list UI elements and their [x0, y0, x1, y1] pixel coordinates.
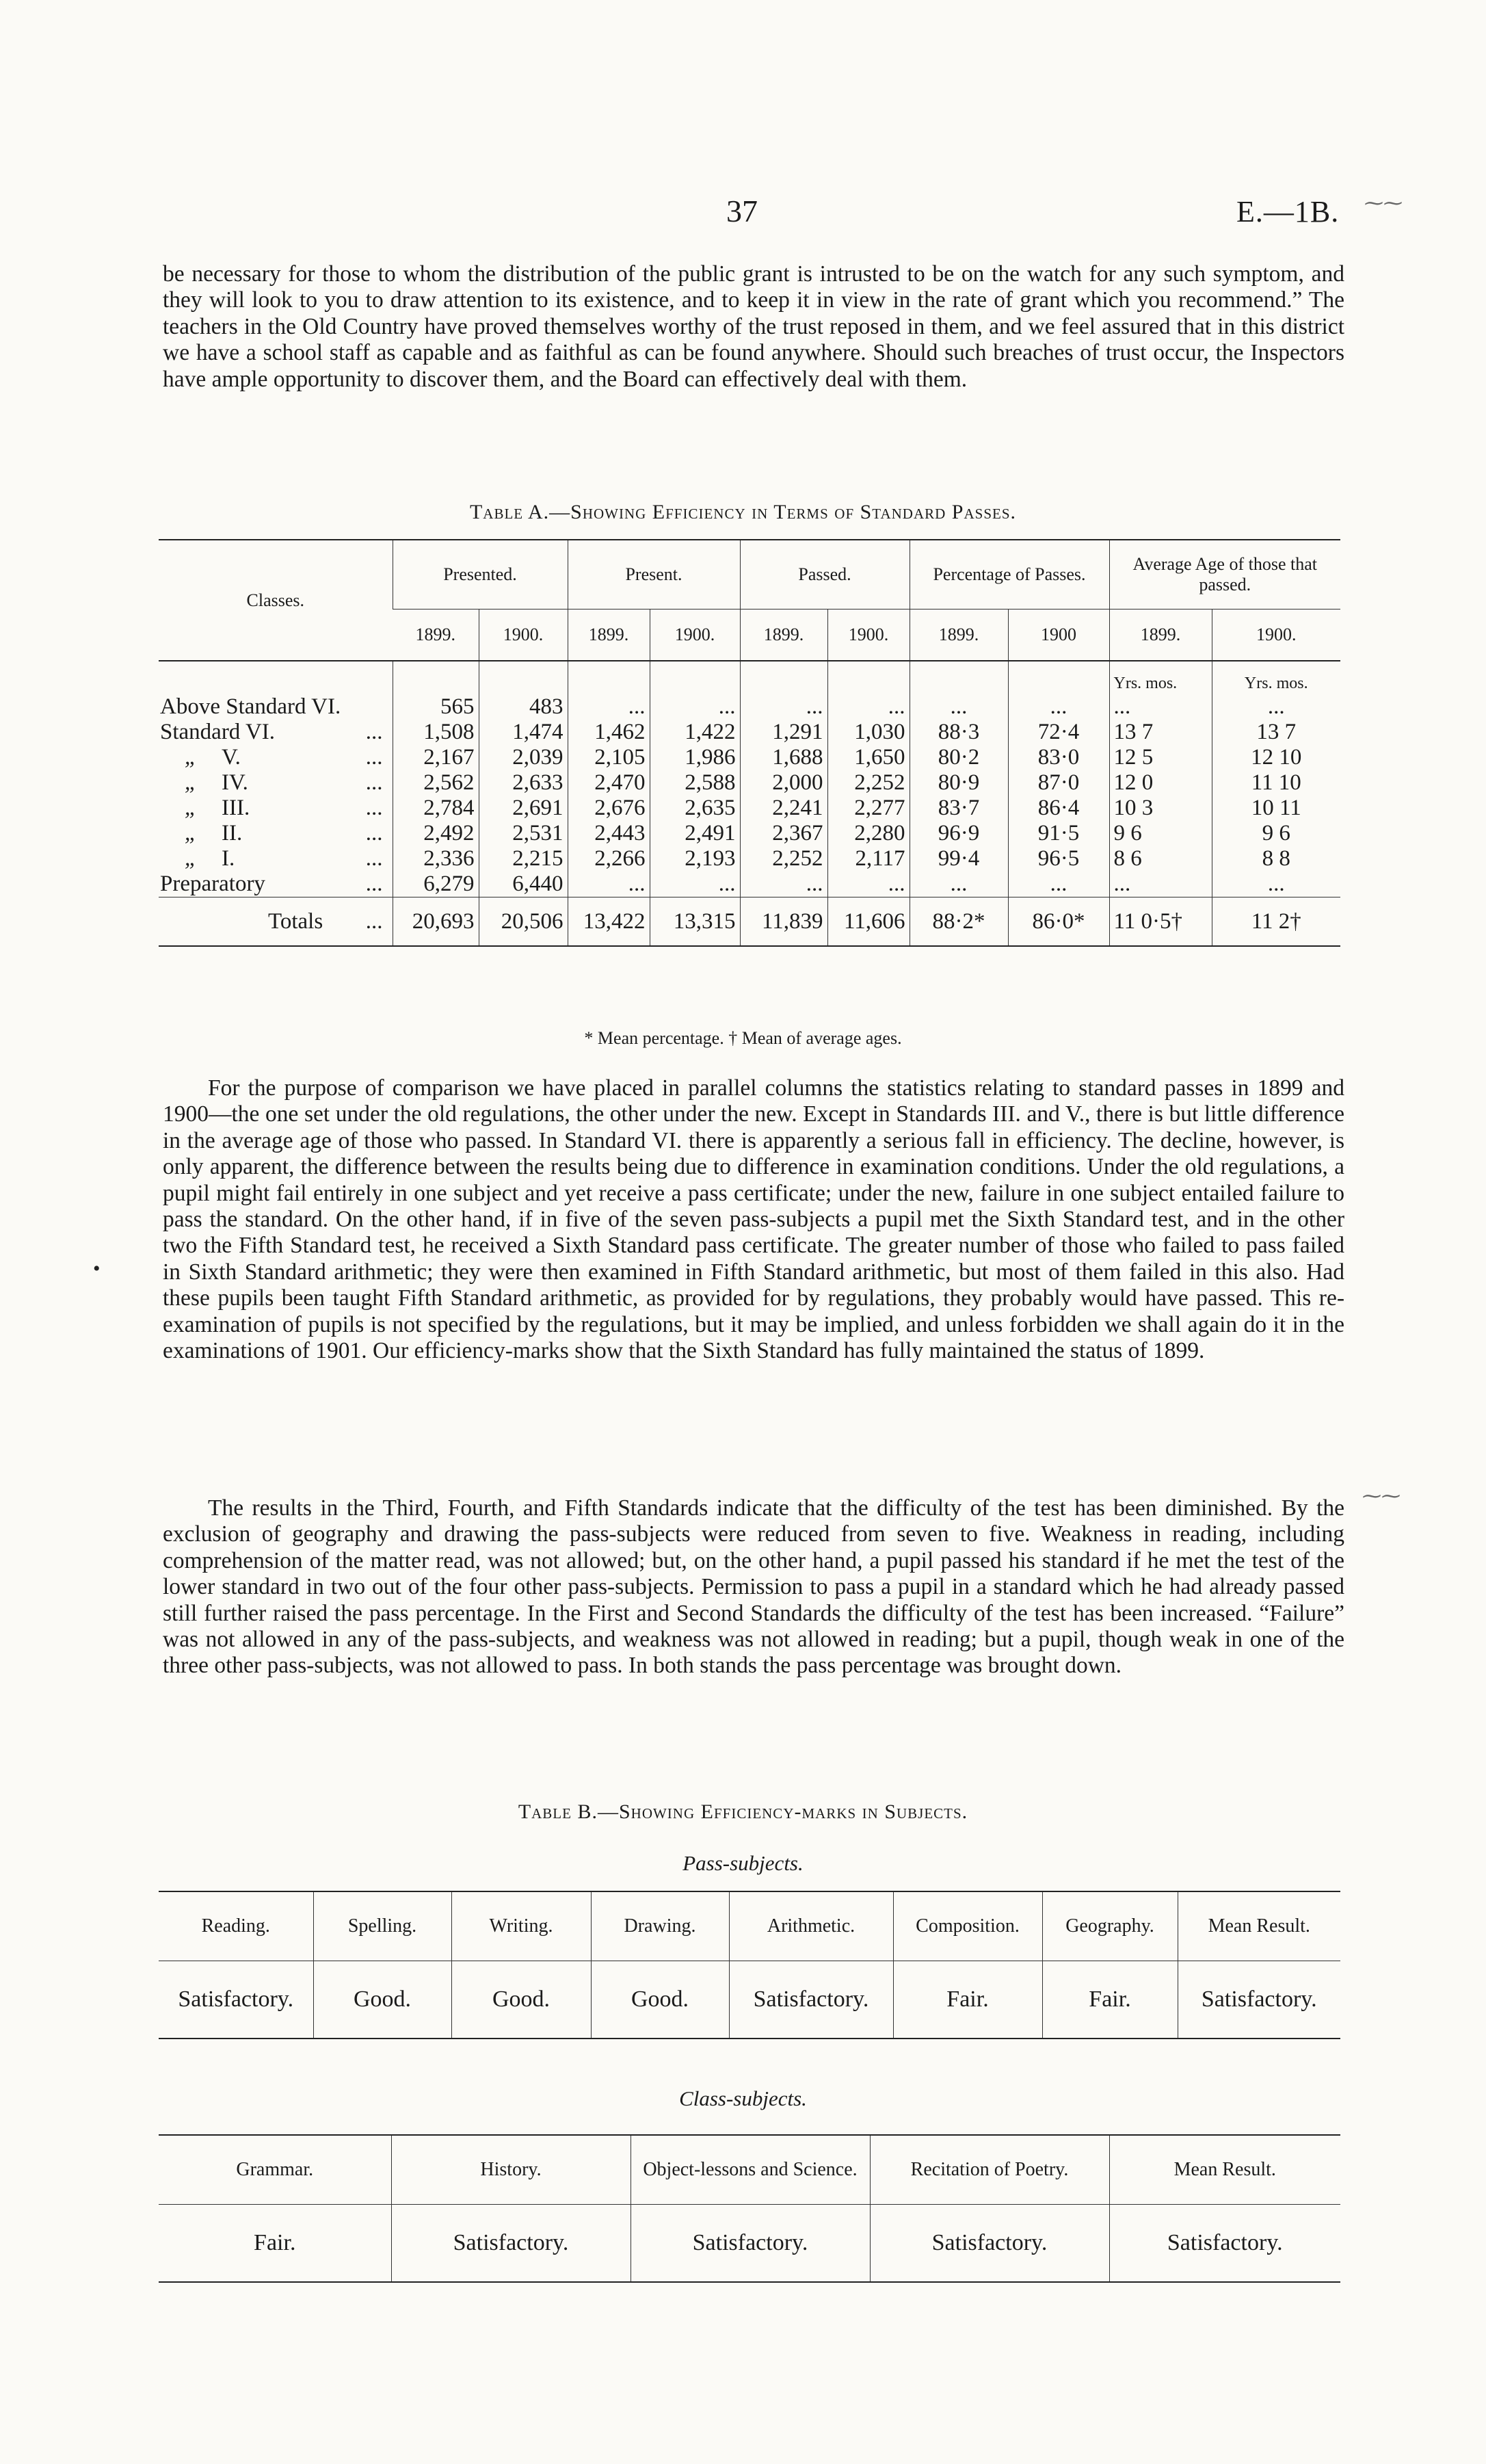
- cell-pct-1899: 88·3: [910, 720, 1008, 745]
- cell-pct-1899: ...: [910, 871, 1008, 897]
- pass-subjects-title: Pass-subjects.: [682, 1851, 804, 1875]
- cell-present-1899: 2,266: [568, 846, 650, 871]
- header-presented: Presented.: [393, 540, 568, 610]
- subject-mark: Satisfactory.: [391, 2205, 631, 2283]
- cell-passed-1899: 2,252: [740, 846, 827, 871]
- cell-presented-1900: 483: [479, 694, 568, 720]
- total-passed-1900: 11,606: [827, 897, 910, 947]
- subject-mark: Fair.: [159, 2205, 391, 2283]
- header-year: 1900.: [827, 610, 910, 661]
- cell-present-1900: ...: [650, 871, 740, 897]
- leader-dots: ...: [365, 770, 383, 795]
- subject-mark: Good.: [591, 1961, 729, 2039]
- subject-header: Arithmetic.: [729, 1891, 893, 1961]
- margin-bullet: •: [93, 1257, 101, 1280]
- cell-passed-1899: 2,241: [740, 796, 827, 821]
- header-year: 1900.: [650, 610, 740, 661]
- cell-age-1899: 10 3: [1109, 796, 1212, 821]
- subject-header: History.: [391, 2135, 631, 2205]
- leader-dots: ...: [365, 908, 383, 934]
- leader-dots: ...: [365, 846, 383, 871]
- cell-presented-1900: 2,039: [479, 745, 568, 770]
- cell-present-1900: 2,588: [650, 770, 740, 796]
- cell-present-1900: 1,986: [650, 745, 740, 770]
- subject-header: Writing.: [451, 1891, 591, 1961]
- subject-mark: Satisfactory.: [870, 2205, 1109, 2283]
- cell-age-1900: 13 7: [1212, 720, 1340, 745]
- cell-presented-1899: 6,279: [393, 871, 479, 897]
- header-year: 1900.: [479, 610, 568, 661]
- cell-presented-1900: 2,691: [479, 796, 568, 821]
- subject-header: Geography.: [1042, 1891, 1178, 1961]
- cell-age-1900: ...: [1212, 871, 1340, 897]
- cell-age-1900: 12 10: [1212, 745, 1340, 770]
- leader-dots: ...: [365, 796, 383, 820]
- class-label-cell: [159, 871, 393, 897]
- cell-present-1900: 2,491: [650, 821, 740, 846]
- table-row: [159, 720, 1340, 745]
- cell-present-1899: ...: [568, 871, 650, 897]
- subject-header: Object-lessons and Science.: [631, 2135, 870, 2205]
- cell-age-1900: 8 8: [1212, 846, 1340, 871]
- class-subjects-title: Class-subjects.: [679, 2086, 807, 2110]
- table-row: [159, 694, 1340, 720]
- cell-passed-1899: 2,000: [740, 770, 827, 796]
- paragraph-comparison: For the purpose of comparison we have placed in parallel columns the statistics relating to standard passes in 1899 and 1900—the one set under the old regulations, the other under the new. Except in Standards III. and V., there is but little difference in the average age of those who passed. In Standard VI. there is apparently a serious fall in efficiency. The decline, however, is only apparent, the difference between the results being due to difference in examination conditions. Under the old regulations, a pupil might fail entirely in one subject and yet receive a pass certificate; under the new, failure in one subject entailed failure to pass the standard. On the other hand, if in five of the seven pass-subjects a pupil met the Sixth Standard test, and in the other two the Fifth Standard test, he received a Sixth Standard pass certificate. The greater number of those who failed to pass failed in Sixth Standard arithmetic; they were then examined in Fifth Standard arithmetic, but most of them failed in this also. Had these pupils been taught Fifth Standard arithmetic, as provided for by regulations, they probably would have passed. This re-examination of pupils is not specified by the regulations, but it may be implied, and unless forbidden we shall again do it in the examinations of 1901. Our efficiency-marks show that the Sixth Standard has fully maintained the status of 1899.: [163, 1075, 1344, 1364]
- total-pct-1900: 86·0*: [1008, 897, 1109, 947]
- paragraph-intro: be necessary for those to whom the distribution of the public grant is intrusted to be on the watch for any such symptom, and they will look to you to draw attention to its existence, and to keep it in view in the rate of grant which you recommend.” The teachers in the Old Country have proved themselves worthy of the trust reposed in them, and we feel assured that in this district we have a school staff as capable and as faithful as can be found anywhere. Should such breaches of trust occur, the Inspectors have ample opportunity to discover them, and the Board can effectively deal with them.: [163, 261, 1344, 392]
- cell-present-1899: 2,443: [568, 821, 650, 846]
- total-pct-1899: 88·2*: [910, 897, 1008, 947]
- class-label: V.: [222, 745, 241, 770]
- class-label: III.: [222, 796, 250, 820]
- cell-present-1899: 2,470: [568, 770, 650, 796]
- header-present: Present.: [568, 540, 740, 610]
- header-average-age: Average Age of those that passed.: [1109, 540, 1340, 610]
- cell-presented-1900: 1,474: [479, 720, 568, 745]
- cell-age-1899: 12 0: [1109, 770, 1212, 796]
- table-a: [159, 539, 1340, 947]
- pass-subjects-table: [159, 1891, 1340, 2039]
- table-row: [159, 796, 1340, 821]
- ditto-mark: „: [184, 821, 198, 846]
- cell-pct-1899: 80·9: [910, 770, 1008, 796]
- ditto-mark: „: [184, 796, 198, 820]
- cell-pct-1899: ...: [910, 694, 1008, 720]
- leader-dots: ...: [365, 720, 383, 744]
- cell-pct-1900: 72·4: [1008, 720, 1109, 745]
- cell-presented-1900: 2,215: [479, 846, 568, 871]
- cell-pct-1900: 91·5: [1008, 821, 1109, 846]
- subject-mark: Good.: [451, 1961, 591, 2039]
- table-row: [159, 821, 1340, 846]
- leader-dots: ...: [365, 821, 383, 846]
- cell-presented-1899: 565: [393, 694, 479, 720]
- cell-passed-1899: 1,291: [740, 720, 827, 745]
- cell-passed-1900: 2,117: [827, 846, 910, 871]
- ditto-mark: „: [184, 745, 198, 770]
- margin-scribble: ⁓⁓: [1362, 1486, 1401, 1507]
- cell-passed-1900: 1,030: [827, 720, 910, 745]
- totals-label-cell: [159, 897, 393, 947]
- cell-present-1900: ...: [650, 694, 740, 720]
- class-label: I.: [222, 846, 235, 871]
- class-label: IV.: [222, 770, 248, 795]
- cell-age-1899: 12 5: [1109, 745, 1212, 770]
- subject-mark: Fair.: [1042, 1961, 1178, 2039]
- class-label-cell: [159, 694, 393, 720]
- table-a-footnote: * Mean percentage. † Mean of average ages.: [584, 1028, 902, 1048]
- cell-presented-1899: 2,167: [393, 745, 479, 770]
- cell-passed-1899: ...: [740, 694, 827, 720]
- page-header: [0, 193, 1486, 234]
- cell-pct-1900: 83·0: [1008, 745, 1109, 770]
- subject-header: Spelling.: [313, 1891, 451, 1961]
- table-row: [159, 846, 1340, 871]
- cell-age-1899: 8 6: [1109, 846, 1212, 871]
- cell-passed-1900: ...: [827, 694, 910, 720]
- header-percentage: Percentage of Passes.: [910, 540, 1109, 610]
- page-number: 37: [726, 194, 758, 228]
- class-label-cell: [159, 846, 393, 871]
- header-passed: Passed.: [740, 540, 910, 610]
- subject-header: Reading.: [159, 1891, 313, 1961]
- totals-label: Totals: [268, 908, 323, 934]
- cell-presented-1900: 2,633: [479, 770, 568, 796]
- table-row: [159, 871, 1340, 897]
- class-label: Above Standard VI.: [160, 694, 341, 719]
- units-label: Yrs. mos.: [1109, 661, 1212, 694]
- table-row: [159, 745, 1340, 770]
- ditto-mark: „: [184, 846, 198, 871]
- totals-row: [159, 897, 1340, 947]
- cell-present-1900: 2,193: [650, 846, 740, 871]
- margin-scribble: ⁓⁓: [1364, 193, 1403, 214]
- subject-mark: Satisfactory.: [729, 1961, 893, 2039]
- total-present-1900: 13,315: [650, 897, 740, 947]
- header-year: 1900: [1008, 610, 1109, 661]
- total-passed-1899: 11,839: [740, 897, 827, 947]
- cell-presented-1899: 1,508: [393, 720, 479, 745]
- header-year: 1900.: [1212, 610, 1340, 661]
- leader-dots: ...: [365, 871, 383, 896]
- cell-presented-1900: 2,531: [479, 821, 568, 846]
- total-age-1900: 11 2†: [1212, 897, 1340, 947]
- total-presented-1900: 20,506: [479, 897, 568, 947]
- cell-presented-1899: 2,562: [393, 770, 479, 796]
- cell-presented-1899: 2,784: [393, 796, 479, 821]
- header-year: 1899.: [910, 610, 1008, 661]
- table-b-caption: Table B.—Showing Efficiency-marks in Subjects.: [518, 1800, 968, 1823]
- cell-passed-1899: 1,688: [740, 745, 827, 770]
- cell-passed-1900: 2,252: [827, 770, 910, 796]
- class-subjects-table: [159, 2134, 1340, 2283]
- class-label-cell: [159, 796, 393, 821]
- cell-passed-1900: ...: [827, 871, 910, 897]
- cell-pct-1900: ...: [1008, 871, 1109, 897]
- total-presented-1899: 20,693: [393, 897, 479, 947]
- class-label-cell: [159, 770, 393, 796]
- cell-presented-1899: 2,336: [393, 846, 479, 871]
- class-label-cell: [159, 745, 393, 770]
- subject-header: Mean Result.: [1178, 1891, 1340, 1961]
- subject-header: Grammar.: [159, 2135, 391, 2205]
- cell-presented-1900: 6,440: [479, 871, 568, 897]
- cell-present-1899: 2,105: [568, 745, 650, 770]
- cell-age-1900: 11 10: [1212, 770, 1340, 796]
- header-year: 1899.: [568, 610, 650, 661]
- total-age-1899: 11 0·5†: [1109, 897, 1212, 947]
- cell-age-1900: 9 6: [1212, 821, 1340, 846]
- paragraph-results: The results in the Third, Fourth, and Fifth Standards indicate that the difficulty of the test has been diminished. By the exclusion of geography and drawing the pass-subjects were reduced from seven to five. Weakness in reading, including comprehension of the matter read, was not allowed; but, on the other hand, a pupil passed his standard if he met the test of the lower standard in two out of the four other pass-subjects. Permission to pass a pupil in a standard which he had already passed still further raised the pass percentage. In the First and Second Standards the difficulty of the test has been increased. “Failure” was not allowed in any of the pass-subjects, and weakness was not allowed in reading; but a pupil, though weak in one of the three other pass-subjects, was not allowed to pass. In both stands the pass percentage was brought down.: [163, 1495, 1344, 1679]
- cell-pct-1900: 96·5: [1008, 846, 1109, 871]
- cell-age-1900: ...: [1212, 694, 1340, 720]
- cell-pct-1900: 87·0: [1008, 770, 1109, 796]
- leader-dots: ...: [365, 745, 383, 770]
- cell-age-1900: 10 11: [1212, 796, 1340, 821]
- subject-header: Recitation of Poetry.: [870, 2135, 1109, 2205]
- cell-passed-1899: 2,367: [740, 821, 827, 846]
- cell-passed-1900: 1,650: [827, 745, 910, 770]
- cell-present-1900: 1,422: [650, 720, 740, 745]
- cell-present-1899: ...: [568, 694, 650, 720]
- subject-mark: Satisfactory.: [1178, 1961, 1340, 2039]
- header-year: 1899.: [415, 625, 455, 644]
- header-year: 1899.: [1109, 610, 1212, 661]
- subject-mark: Fair.: [893, 1961, 1042, 2039]
- cell-pct-1900: ...: [1008, 694, 1109, 720]
- ditto-mark: „: [184, 770, 198, 795]
- cell-pct-1900: 86·4: [1008, 796, 1109, 821]
- class-label: Standard VI.: [160, 720, 276, 744]
- units-label: Yrs. mos.: [1212, 661, 1340, 694]
- cell-age-1899: ...: [1109, 871, 1212, 897]
- header-classes: Classes.: [159, 540, 393, 661]
- header-year: 1899.: [740, 610, 827, 661]
- page-reference: E.—1B.: [1236, 195, 1340, 228]
- subject-header: Drawing.: [591, 1891, 729, 1961]
- class-label: II.: [222, 821, 243, 846]
- subject-mark: Satisfactory.: [1109, 2205, 1340, 2283]
- cell-passed-1899: ...: [740, 871, 827, 897]
- class-label-cell: [159, 720, 393, 745]
- cell-age-1899: 13 7: [1109, 720, 1212, 745]
- total-present-1899: 13,422: [568, 897, 650, 947]
- table-row: [159, 770, 1340, 796]
- cell-present-1900: 2,635: [650, 796, 740, 821]
- cell-present-1899: 2,676: [568, 796, 650, 821]
- subject-header: Composition.: [893, 1891, 1042, 1961]
- class-label: Preparatory: [160, 871, 265, 896]
- subject-mark: Satisfactory.: [159, 1961, 313, 2039]
- subject-header: Mean Result.: [1109, 2135, 1340, 2205]
- subject-mark: Good.: [313, 1961, 451, 2039]
- cell-presented-1899: 2,492: [393, 821, 479, 846]
- cell-pct-1899: 80·2: [910, 745, 1008, 770]
- class-label-cell: [159, 821, 393, 846]
- table-a-caption: Table A.—Showing Efficiency in Terms of Standard Passes.: [469, 501, 1017, 523]
- cell-age-1899: ...: [1109, 694, 1212, 720]
- cell-pct-1899: 83·7: [910, 796, 1008, 821]
- cell-pct-1899: 96·9: [910, 821, 1008, 846]
- cell-present-1899: 1,462: [568, 720, 650, 745]
- cell-passed-1900: 2,280: [827, 821, 910, 846]
- cell-passed-1900: 2,277: [827, 796, 910, 821]
- cell-age-1899: 9 6: [1109, 821, 1212, 846]
- subject-mark: Satisfactory.: [631, 2205, 870, 2283]
- cell-pct-1899: 99·4: [910, 846, 1008, 871]
